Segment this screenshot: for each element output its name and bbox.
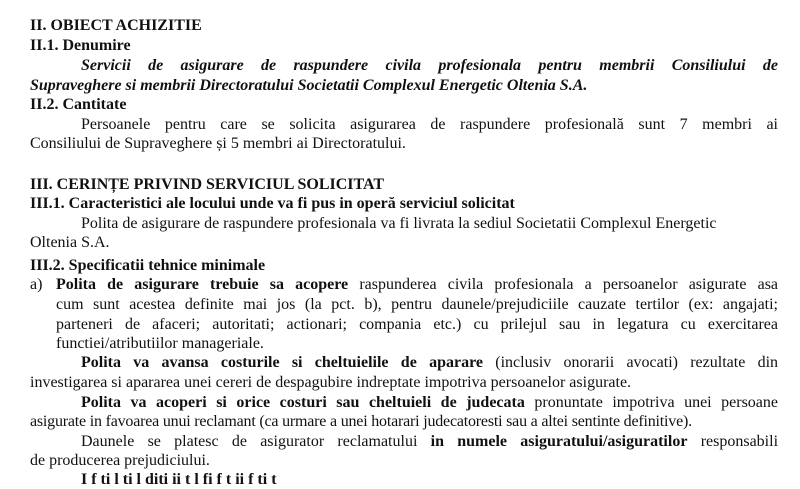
aparare-bold: Polita va avansa costurile si cheltuielile de aparare [81, 354, 483, 371]
item-a-label: a) [30, 276, 43, 293]
judecata-line-1 [81, 393, 778, 412]
daune-line-2: de producerea prejudiciului. [30, 452, 210, 469]
daune-post: responsabili [700, 433, 779, 450]
judecata-line-2: asigurate in favoarea unui reclamant (ca urmare a unei hotarari judecatoresti sau a altei sentinte definitive). [30, 413, 692, 430]
daune-pre: Daunele se platesc de asigurator reclamatului [81, 433, 418, 450]
daune-line-1 [81, 432, 778, 451]
section-ii-2-title: II.2. Cantitate [30, 96, 127, 113]
aparare-line-1 [81, 353, 778, 372]
section-iii-title: III. CERINȚE PRIVIND SERVICIUL SOLICITAT [30, 176, 385, 193]
item-a-line-3: parteneri de afaceri; autoritati; actionari; compania etc.) cu prilejul sau in legatura cu exercitarea [56, 316, 778, 333]
denumire-line-2: Supraveghere si membrii Directoratului Societatii Complexul Energetic Oltenia S.A. [30, 77, 588, 94]
item-a-line-1 [56, 275, 778, 294]
cutoff-line: I f ti l ti l diti ii t l fi f t ii f ti t [81, 471, 277, 488]
section-ii-title: II. OBIECT ACHIZITIE [30, 17, 202, 34]
judecata-bold: Polita va acoperi si orice costuri sau cheltuieli de judecata [81, 394, 525, 411]
denumire-line-1: Servicii de asigurare de raspundere civila profesionala pentru membrii Consiliului de [81, 57, 778, 74]
item-a-rest: raspunderea civila profesionala a persoanelor asigurate asa [359, 276, 779, 293]
section-ii-1-title: II.1. Denumire [30, 37, 131, 54]
item-a-line-4: functiei/atributiilor manageriale. [56, 335, 264, 352]
section-iii-1-title: III.1. Caracteristici ale locului unde va fi pus in operă serviciul solicitat [30, 195, 515, 212]
loc-line-2: Oltenia S.A. [30, 234, 110, 251]
aparare-line-2: investigarea si apararea unei cereri de despagubire indreptate impotriva persoanelor asigurate. [30, 374, 632, 391]
loc-line-1: Polita de asigurare de raspundere profesionala va fi livrata la sediul Societatii Complexul Energetic [81, 215, 717, 232]
daune-bold: in numele asiguratului/asiguratilor [430, 433, 688, 450]
aparare-rest: (inclusiv onorarii avocati) rezultate din [495, 354, 779, 371]
judecata-rest: pronuntate impotriva unei persoane [534, 394, 779, 411]
item-a-line-2: cum sunt acestea definite mai jos (la pct. b), pentru daunele/prejudiciile cauzate tertilor (ex: angajati; [56, 296, 778, 313]
item-a-bold: Polita de asigurare trebuie sa acopere [56, 276, 349, 293]
section-iii-2-title: III.2. Specificatii tehnice minimale [30, 257, 266, 274]
cantitate-line-1: Persoanele pentru care se solicita asigurarea de raspundere profesională sunt 7 membri ai [81, 116, 778, 133]
cantitate-line-2: Consiliului de Supraveghere și 5 membri ai Directoratului. [30, 135, 406, 152]
